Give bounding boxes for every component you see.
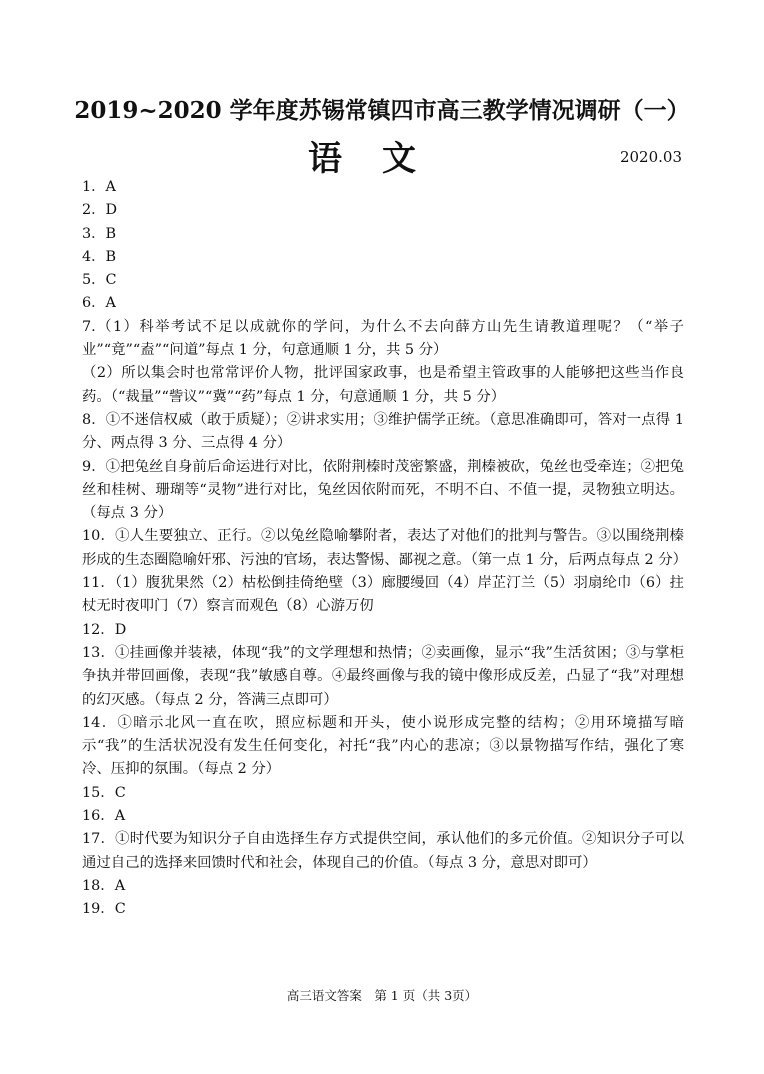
answer-item-7-2: （2）所以集会时也常常评价人物，批评国家政事，也是希望主管政事的人能够把这些当作良药。（“裁量”“訾议”“冀”“药”每点 1 分，句意通顺 1 分，共 5 分） [82,365,684,405]
answer-item-8: 8．①不迷信权威（敢于质疑）；②讲求实用；③维护儒学正统。（意思准确即可，答对一点得 1 分、两点得 3 分、三点得 4 分） [82,411,684,452]
exam-date: 2020.03 [619,148,682,166]
answer-item-14: 14．①暗示北风一直在吹，照应标题和开头，使小说形成完整的结构；②用环境描写暗示“我”的生活状况没有发生任何变化，衬托“我”内心的悲凉；③以景物描写作结，强化了寒冷、压抑的氛围。（每点 2 分） [82,714,684,778]
answer-item-7-1: 7.（1）科举考试不足以成就你的学问，为什么不去向薛方山先生请教道理呢？（“举子业”“竟”“盍”“问道”每点 1 分，句意通顺 1 分，共 5 分） [82,318,684,359]
answer-item-16: 16．A [82,808,126,825]
page-footer: 高三语文答案 第 1 页（共 3页） [286,988,478,1003]
answer-item-3: 3．B [82,225,117,242]
answer-item-18: 18．A [82,877,126,894]
answer-item-13: 13．①挂画像并装裱，体现“我”的文学理想和热情；②卖画像，显示“我”生活贫困；③与掌柜争执并带回画像，表现“我”敏感自尊。④最终画像与我的镜中像形成反差，凸显了“我”对理想的幻灭感。（每点 2 分，答满三点即可） [82,644,684,708]
answer-item-2: 2．D [82,202,118,219]
answer-list [82,176,688,922]
answer-item-17: 17．①时代要为知识分子自由选择生存方式提供空间，承认他们的多元价值。②知识分子可以通过自己的选择来回馈时代和社会，体现自己的价值。（每点 3 分，意思对即可） [82,831,684,871]
answer-item-4: 4．B [82,248,117,265]
answer-item-12: 12．D [82,621,127,638]
subject-heading: 语文 [308,139,456,179]
answer-item-9: 9．①把兔丝自身前后命运进行对比，依附荆榛时茂密繁盛，荆榛被砍，兔丝也受牵连；②把兔丝和桂树、珊瑚等“灵物”进行对比，兔丝因依附而死，不明不白、不值一提，灵物独立明达。（每点 3 分） [82,458,684,522]
answer-item-10: 10．①人生要独立、正行。②以兔丝隐喻攀附者，表达了对他们的批判与警告。③以围绕荆榛形成的生态圈隐喻奸邪、污浊的官场，表达警惕、鄙视之意。（第一点 1 分，后两点每点 2 分） [82,528,688,568]
answer-item-6: 6．A [82,295,116,312]
answer-item-5: 5．C [82,272,117,289]
answer-item-15: 15．C [82,784,126,801]
answer-item-1: 1．A [82,179,116,195]
answer-item-11: 11．（1）腹犹果然（2）枯松倒挂倚绝壁（3）廊腰缦回（4）岸芷汀兰（5）羽扇纶巾（6）拄杖无时夜叩门（7）察言而观色（8）心游万仞 [82,575,684,615]
document-title: 2019~2020 学年度苏锡常镇四市高三教学情况调研（一） [74,97,690,124]
answer-item-19: 19．C [82,901,126,918]
